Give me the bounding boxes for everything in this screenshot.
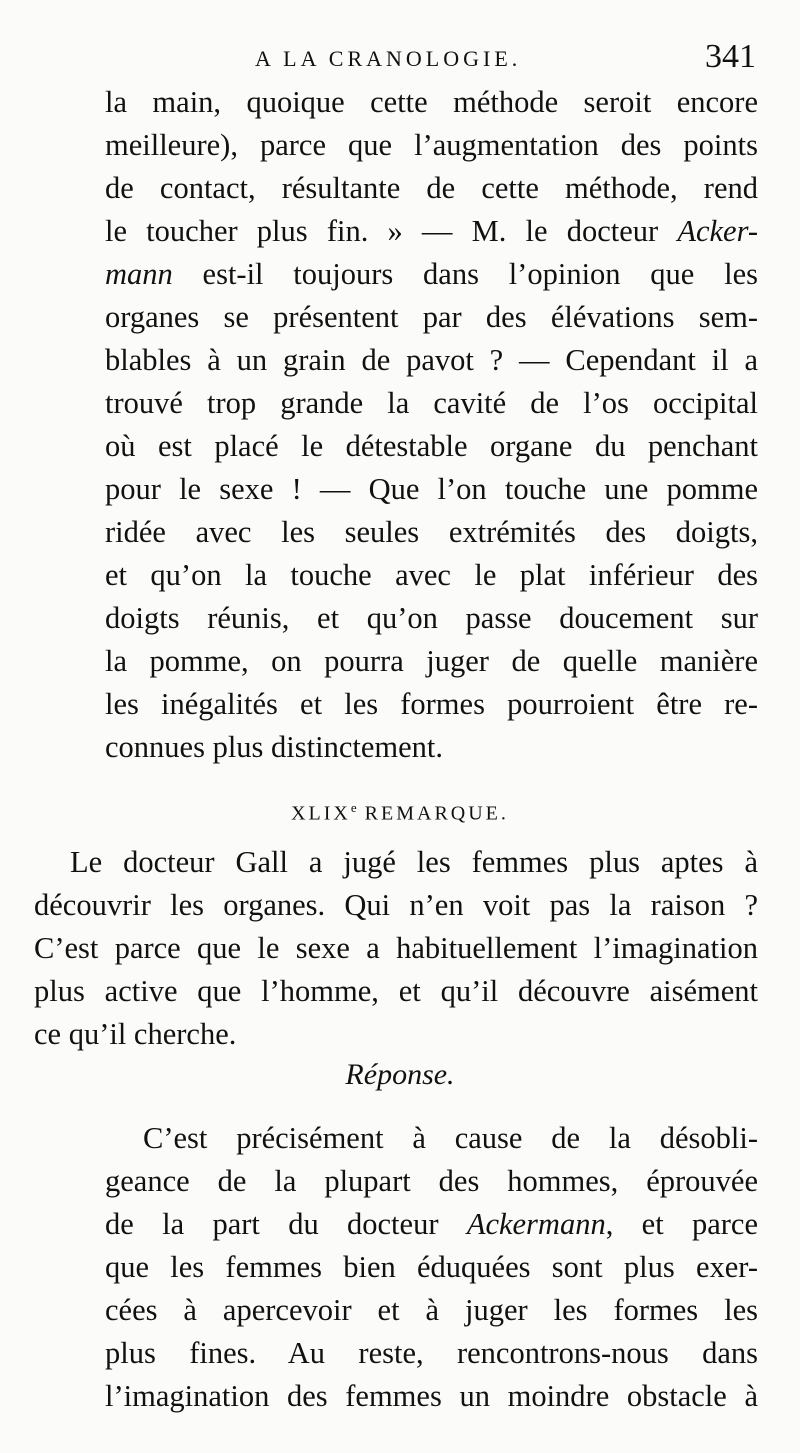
- text-line: que les femmes bien éduquées sont plus exer-: [105, 1250, 758, 1284]
- page-number: 341: [705, 38, 756, 75]
- text-fragment: est-il toujours dans l’opinion que les: [202, 257, 758, 291]
- text-line: blables à un grain de pavot ? — Cependant il a: [105, 343, 758, 377]
- text-line: découvrir les organes. Qui n’en voit pas la raison ?: [34, 888, 758, 922]
- text-line: connues plus distinctement.: [105, 730, 443, 764]
- text-line: meilleure), parce que l’augmentation des points: [105, 128, 758, 162]
- text-line: pour le sexe ! — Que l’on touche une pomme: [105, 472, 758, 506]
- text-line: ce qu’il cherche.: [34, 1017, 237, 1051]
- text-line: Le docteur Gall a jugé les femmes plus aptes à: [70, 845, 758, 879]
- text-line: plus fines. Au reste, rencontrons-nous dans: [105, 1336, 758, 1370]
- text-fragment: , et parce: [605, 1207, 759, 1241]
- text-line: C’est précisément à cause de la désobli-: [143, 1121, 758, 1155]
- text-line: de contact, résultante de cette méthode, rend: [105, 171, 758, 205]
- text-line: trouvé trop grande la cavité de l’os occipital: [105, 386, 758, 420]
- running-header: [0, 38, 800, 78]
- text-line: la pomme, on pourra juger de quelle manière: [105, 644, 758, 678]
- text-line: ridée avec les seules extrémités des doigts,: [105, 515, 758, 549]
- text-line-with-name: [105, 1204, 758, 1244]
- heading-superscript: e: [350, 800, 357, 815]
- text-line: plus active que l’homme, et qu’il découvre aisément: [34, 974, 758, 1008]
- italic-name: Acker-: [677, 214, 758, 248]
- section-heading: [0, 800, 800, 826]
- running-title: A LA CRANOLOGIE.: [255, 46, 522, 71]
- text-line: organes se présentent par des élévations sem-: [105, 300, 758, 334]
- italic-name: Ackermann: [466, 1207, 606, 1241]
- text-line: doigts réunis, et qu’on passe doucement sur: [105, 601, 758, 635]
- response-heading: Réponse.: [345, 1058, 455, 1091]
- text-line-with-name: [105, 254, 758, 294]
- text-line: cées à apercevoir et à juger les formes les: [105, 1293, 758, 1327]
- text-line: C’est parce que le sexe a habituellement l’imagination: [34, 931, 758, 965]
- text-line: et qu’on la touche avec le plat inférieur des: [105, 558, 758, 592]
- heading-numeral: XLIX: [291, 802, 351, 825]
- text-line: geance de la plupart des hommes, éprouvée: [105, 1164, 758, 1198]
- text-line-with-name: [105, 211, 758, 251]
- text-fragment: de la part du docteur: [105, 1207, 467, 1241]
- text-fragment: le toucher plus fin. » — M. le docteur: [105, 214, 678, 248]
- text-line: l’imagination des femmes un moindre obstacle à: [105, 1379, 758, 1413]
- italic-name: mann: [105, 257, 173, 291]
- text-line: les inégalités et les formes pourroient être re-: [105, 687, 758, 721]
- heading-word: REMARQUE.: [356, 802, 509, 825]
- text-line: où est placé le détestable organe du penchant: [105, 429, 758, 463]
- text-line: la main, quoique cette méthode seroit encore: [105, 85, 758, 119]
